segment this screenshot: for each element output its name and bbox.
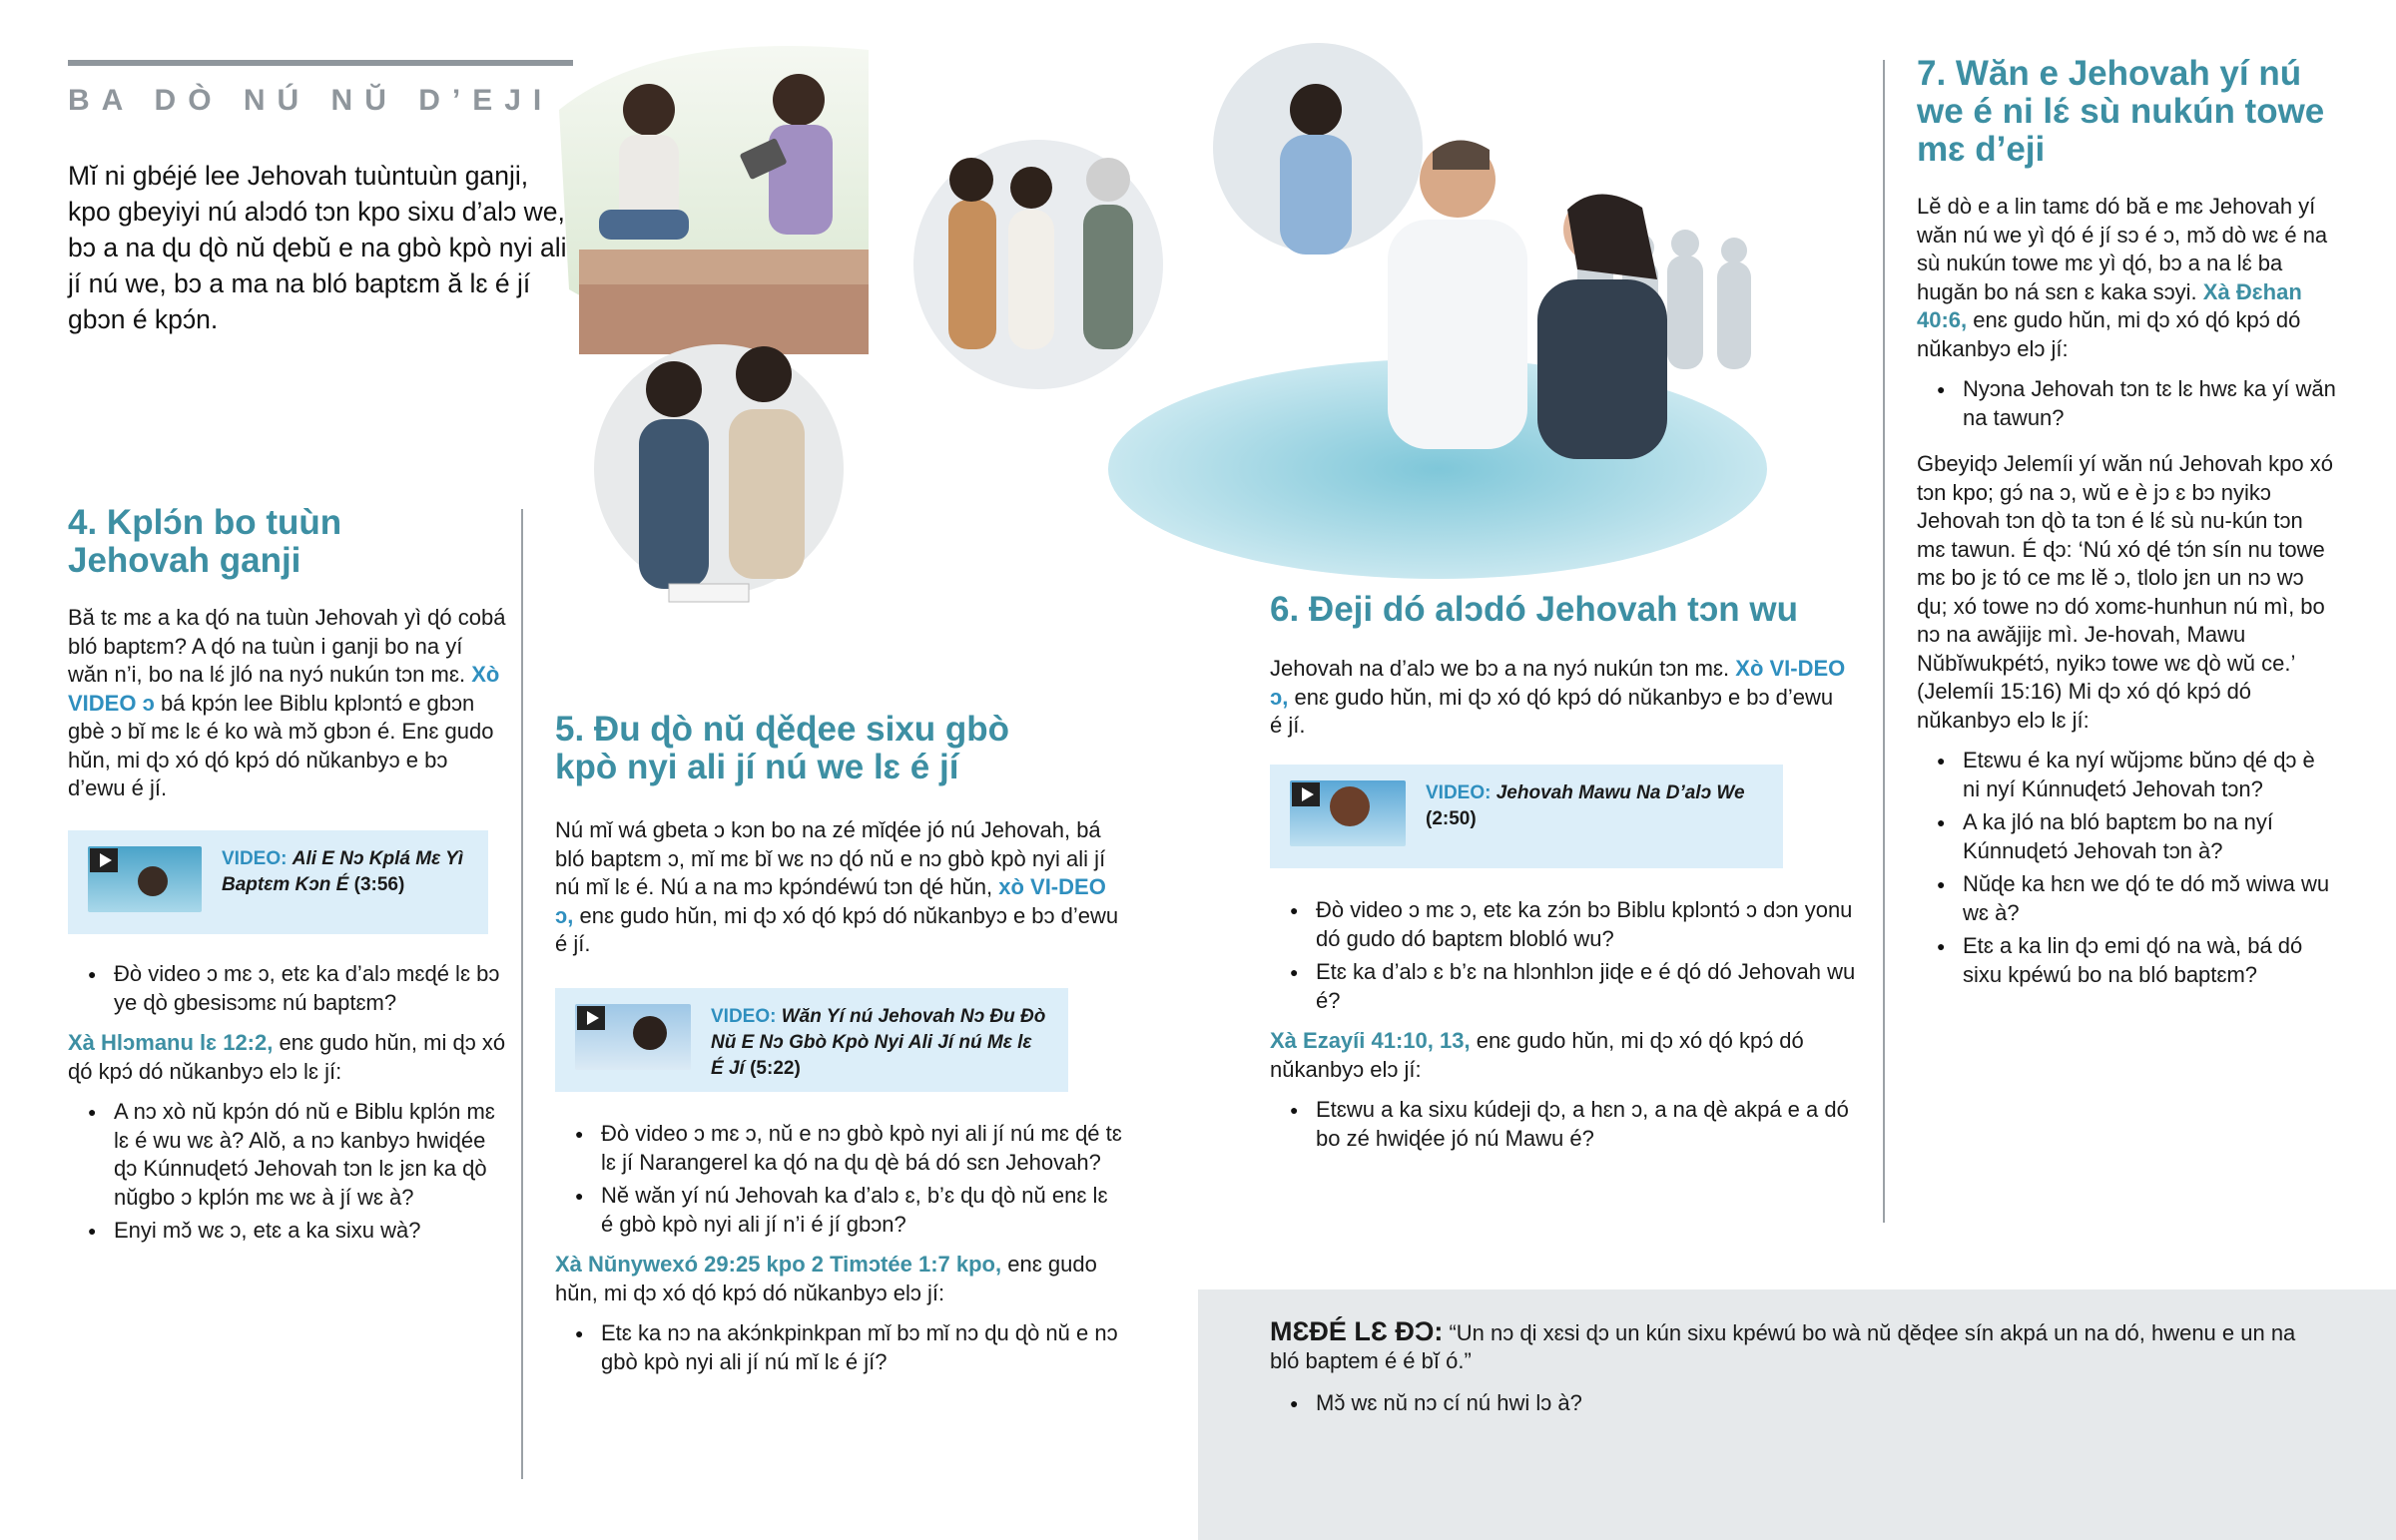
question-item: ● Etɛ ka nɔ na akɔ́nkpinkpan mǐ bɔ mǐ nɔ ɖu ɖò nŭ e nɔ gbò kpò nyi ali jí nú mǐ lɛ é jí? [555, 1319, 1124, 1376]
lesson-intro: Mĭ ni gbéjé lee Jehovah tuùntuùn ganji, kpo gbeyiyi nú alɔdó tɔn kpo sixu d’alɔ we, bɔ a na ɖu ɖò nŭ ɖebŭ e na gbò kpò nyi ali jí nú we, bɔ a ma na bló baptɛm ă lɛ é jí gbɔn é kpɔ́n. [68, 161, 567, 334]
section-5-paragraph [555, 816, 1124, 959]
scripture-reference[interactable]: Xà Ðɛhan 40:6, [1917, 278, 2302, 332]
section-6-para-text-2: enɛ gudo hŭn, mi ɖɔ xó ɖó kpɔ́ dó nŭkanbyɔ e bɔ d’ewu é jí. [1270, 684, 1834, 738]
section-6-para-text: Jehovah na d’alɔ we bɔ a na nyɔ́ nukún tɔn mɛ. [1270, 656, 1730, 681]
section-6-video-link[interactable]: Xò VI-DEO ɔ, [1270, 656, 1846, 710]
question-item: ● Ðò video ɔ mɛ ɔ, etɛ ka d’alɔ mɛɖé lɛ bɔ ye ɖò gbesisɔmɛ nú baptɛm? [68, 960, 507, 1017]
video-caption [1426, 780, 1745, 832]
section-5-title-line2: kpò nyi ali jí nú we lɛ é jí [555, 748, 959, 786]
scripture-reference[interactable]: Xà Nŭnywexó 29:25 kpo 2 Timɔtée 1:7 kpo, [555, 1252, 1002, 1277]
question-item: ● Ðò video ɔ mɛ ɔ, nŭ e nɔ gbò kpò nyi ali jí nú mɛ ɖé tɛ lɛ jí Narangerel ka ɖó na ɖu ɖè bá dó sɛn Jehovah? [555, 1120, 1124, 1177]
section-4-video-box[interactable] [68, 830, 488, 934]
section-4-title-line2: Jehovah ganji [68, 541, 301, 580]
section-5-title [555, 711, 1124, 786]
section-6-video-box[interactable] [1270, 765, 1783, 868]
thumbnail-figure [1330, 786, 1370, 826]
video-duration: (2:50) [1426, 808, 1477, 829]
section-4-para-text: Bă tɛ mɛ a ka ɖó na tuùn Jehovah yì ɖó cobá bló baptɛm? A ɖó na tuùn i ganji bo na yí wăn n’i, bo na lɛ́ jló na nyɔ́ nukún tɔn mɛ. [68, 605, 506, 687]
section-7-title-line2: we é ni lɛ́ sù nukún towe [1917, 92, 2325, 131]
section-4 [68, 504, 507, 803]
question-item: ● Ðò video ɔ mɛ ɔ, etɛ ka zɔ́n bɔ Biblu kplɔntɔ́ ɔ dɔn yonu dó gudo dó baptɛm blobló wu? [1270, 896, 1859, 953]
scripture-instruction-text: enɛ gudo hŭn, mi ɖɔ xó ɖó kpɔ́ dó nŭkanbyɔ elɔ lɛ jí: [68, 1030, 506, 1084]
section-7-paragraph-1 [1917, 193, 2336, 363]
scripture-instruction-text: enɛ gudo hŭn, mi ɖɔ xó ɖó kpɔ́ dó nŭkanbyɔ elɔ jí: [1270, 1028, 1804, 1082]
video-title: Jehovah Mawu Na D’alɔ We [1496, 782, 1745, 803]
section-7-para-text-2: enɛ gudo hŭn, mi ɖɔ xó ɖó kpɔ́ dó nŭkanbyɔ elɔ jí: [1917, 307, 2301, 361]
video-thumbnail[interactable] [88, 846, 202, 912]
scripture-reference[interactable]: Xà Hlɔmanu lɛ 12:2, [68, 1030, 274, 1055]
scripture-instruction [1270, 1027, 1859, 1084]
section-5-video-link[interactable]: xò VI-DEO ɔ, [555, 874, 1106, 928]
section-7-title [1917, 55, 2336, 169]
question-item: ● Etɛwu é ka nyí wŭjɔmɛ bŭnɔ ɖé ɖɔ è ni nyí Kúnnuɖetɔ́ Jehovah tɔn? [1917, 747, 2336, 803]
note-quote: “Un nɔ ɖi xɛsi ɖɔ un kún sixu kpéwú bo wà nŭ ɖěɖee sín akpá un na dó, hwenu e un na bló baptem é é bĭ ó.” [1270, 1320, 2296, 1373]
video-caption [711, 1004, 1048, 1082]
question-item: ● Enyi mɔ̌ wɛ ɔ, etɛ a ka sixu wà? [68, 1217, 507, 1246]
play-icon[interactable] [1292, 782, 1320, 806]
section-5-video-box[interactable] [555, 988, 1068, 1092]
section-7-title-line3: mɛ d’eji [1917, 130, 2046, 169]
section-7-paragraph-2: Gbeyiɖɔ Jelemíi yí wăn nú Jehovah kpo xó tɔn kpo; gɔ́ na ɔ, wŭ e è jɔ ɛ bɔ nyikɔ Jehovah tɔn ɖò ta tɔn é lɛ́ sù nu-kún tɔn mɛ tawun. É ɖɔ: ‘Nú xó ɖé tɔ́n sín nu towe mɛ bo jɛ tó ce mɛ lĕ ɔ, tlolo jɛn un nɔ wɔ ɖu; xó towe nɔ dó xomɛ-hunhun nú mì, bo nɔ na awǎjijɛ mì. Je-hovah, Mawu Nŭbĭwukpétɔ́, nyikɔ towe wɛ ɖò wŭ ce.’ (Jelemíi 15:16) Mi ɖɔ xó ɖó kpɔ́ dó nŭkanbyɔ elɔ lɛ jí: [1917, 451, 2334, 733]
section-7 [1917, 55, 2336, 994]
question-item: ● A ka jló na bló baptɛm bo na nyí Kúnnuɖetɔ́ Jehovah tɔn à? [1917, 808, 2336, 865]
video-caption [222, 846, 468, 898]
scripture-instruction [555, 1251, 1124, 1307]
video-duration: (3:56) [353, 874, 405, 895]
scripture-instruction-text: enɛ gudo hŭn, mi ɖɔ xó ɖó kpɔ́ dó nŭkanbyɔ elɔ jí: [555, 1252, 1097, 1305]
section-4-paragraph [68, 604, 507, 803]
question-item: ● A nɔ xò nŭ kpɔ́n dó nŭ e Biblu kplɔ́n mɛ lɛ é wu wɛ à? Alŏ, a nɔ kanbyɔ hwiɖée ɖɔ Kúnnuɖetɔ́ Jehovah tɔn lɛ jɛn ka ɖò nŭgbo ɔ kplɔ́n mɛ wɛ à jí wɛ à? [68, 1098, 507, 1212]
note-paragraph [1270, 1317, 2298, 1375]
section-5-para-text: Nú mǐ wá gbeta ɔ kɔn bo na zé mǐɖée jó nú Jehovah, bá bló baptɛm ɔ, mǐ mɛ bǐ wɛ nɔ ɖó nŭ e nɔ gbò kpò nyi ali jí nú mǐ lɛ é. Nú a na mɔ kpɔ́ndéwú tɔn ɖé hŭn, [555, 817, 1106, 899]
question-item: ● Nŭɖe ka hɛn we ɖó te dó mɔ̌ wiwa wu wɛ à? [1917, 870, 2336, 927]
video-label: VIDEO: [711, 1006, 777, 1027]
section-6-title: 6. Ðeji dó alɔdó Jehovah tɔn wu [1270, 590, 1798, 629]
video-thumbnail[interactable] [575, 1004, 691, 1070]
video-title: Wăn Yí nú Jehovah Nɔ Ðu Ðò Nŭ E Nɔ Gbò Kpò Nyi Ali Jí nú Mɛ lɛ É Jí [711, 1006, 1046, 1079]
play-icon[interactable] [577, 1006, 605, 1030]
section-5-title-line1: 5. Ðu ɖò nŭ ɖěɖee sixu gbò [555, 710, 1010, 749]
section-6-paragraph [1270, 655, 1849, 741]
section-4-questions [68, 960, 507, 1251]
video-title: Ali E Nɔ Kplá Mɛ Yì Baptɛm Kɔn É [222, 848, 464, 895]
video-thumbnail[interactable] [1290, 780, 1406, 846]
video-label: VIDEO: [1426, 782, 1492, 803]
note-heading: MƐÐÉ LƐ ÐƆ: [1270, 1316, 1444, 1346]
question-item: ● Nĕ wăn yí nú Jehovah ka d’alɔ ɛ, b’ɛ ɖu ɖò nŭ enɛ lɛ é gbò kpò nyi ali jí n’i é jí gbɔn? [555, 1182, 1124, 1239]
baptism-illustration [1058, 30, 1777, 599]
section-7-title-line1: 7. Wăn e Jehovah yí nú [1917, 54, 2302, 93]
thumbnail-figure [633, 1016, 667, 1050]
thumbnail-figure [138, 866, 168, 896]
section-4-para-text-2: bá kpɔ́n lee Biblu kplɔntɔ́ e gbɔn gbè ɔ bǐ mɛ lɛ é ko wà mɔ̌ gbɔn é. Enɛ gudo hŭn, mi ɖɔ xó ɖó kpɔ́ dó nŭkanbyɔ e bɔ d’ewu é jí. [68, 690, 494, 800]
play-icon[interactable] [90, 848, 118, 872]
section-4-title [68, 504, 507, 580]
section-5-para-text-2: enɛ gudo hŭn, mi ɖɔ xó ɖó kpɔ́ dó nŭkanbyɔ e bɔ d’ewu é jí. [555, 902, 1119, 956]
question-item: ● Mɔ̌ wɛ nŭ nɔ cí nú hwi lɔ à? [1270, 1389, 2298, 1418]
section-6 [1270, 591, 1849, 741]
lesson-kicker: BA DÒ NÚ NŬ D’EJI [68, 84, 554, 117]
section-5-questions [555, 1120, 1124, 1381]
video-duration: (5:22) [750, 1058, 801, 1079]
note-content [1270, 1317, 2298, 1423]
question-item: ● Etɛ a ka lin ɖɔ emi ɖó na wà, bá dó sixu kpéwú bo na bló baptɛm? [1917, 932, 2336, 989]
question-item: ● Etɛ ka d’alɔ ɛ b’ɛ na hlɔnhlɔn jiɖe e é ɖó dó Jehovah wu é? [1270, 958, 1859, 1015]
scripture-instruction [68, 1029, 507, 1086]
section-6-questions [1270, 896, 1859, 1158]
section-7-para-text: Lĕ dò e a lin tamɛ dó bă e mɛ Jehovah yí wăn nú we yì ɖó é jí sɔ é ɔ, mɔ̌ dò wɛ é na sù nukún towe mɛ yì ɖó, bɔ a na lɛ́ ba hugǎn bo ná sɛn ɛ kaka sɔyi. [1917, 194, 2328, 304]
header-rule [68, 60, 573, 66]
note-box [1198, 1289, 2396, 1540]
question-item: ● Nyɔna Jehovah tɔn tɛ lɛ hwɛ ka yí wăn na tawun? [1917, 375, 2336, 432]
video-label: VIDEO: [222, 848, 288, 869]
section-4-title-line1: 4. Kplɔ́n bo tuùn [68, 503, 342, 542]
column-divider [521, 509, 523, 1479]
question-item: ● Etɛwu a ka sixu kúdeji ɖɔ, a hɛn ɔ, a na ɖè akpá e a dó bo zé hwiɖée jó nú Mawu é? [1270, 1096, 1859, 1153]
section-4-video-link[interactable]: Xò VIDEO ɔ [68, 662, 500, 716]
scripture-reference[interactable]: Xà Ezayíi 41:10, 13, [1270, 1028, 1471, 1053]
section-5 [555, 711, 1124, 959]
column-divider [1883, 60, 1885, 1223]
